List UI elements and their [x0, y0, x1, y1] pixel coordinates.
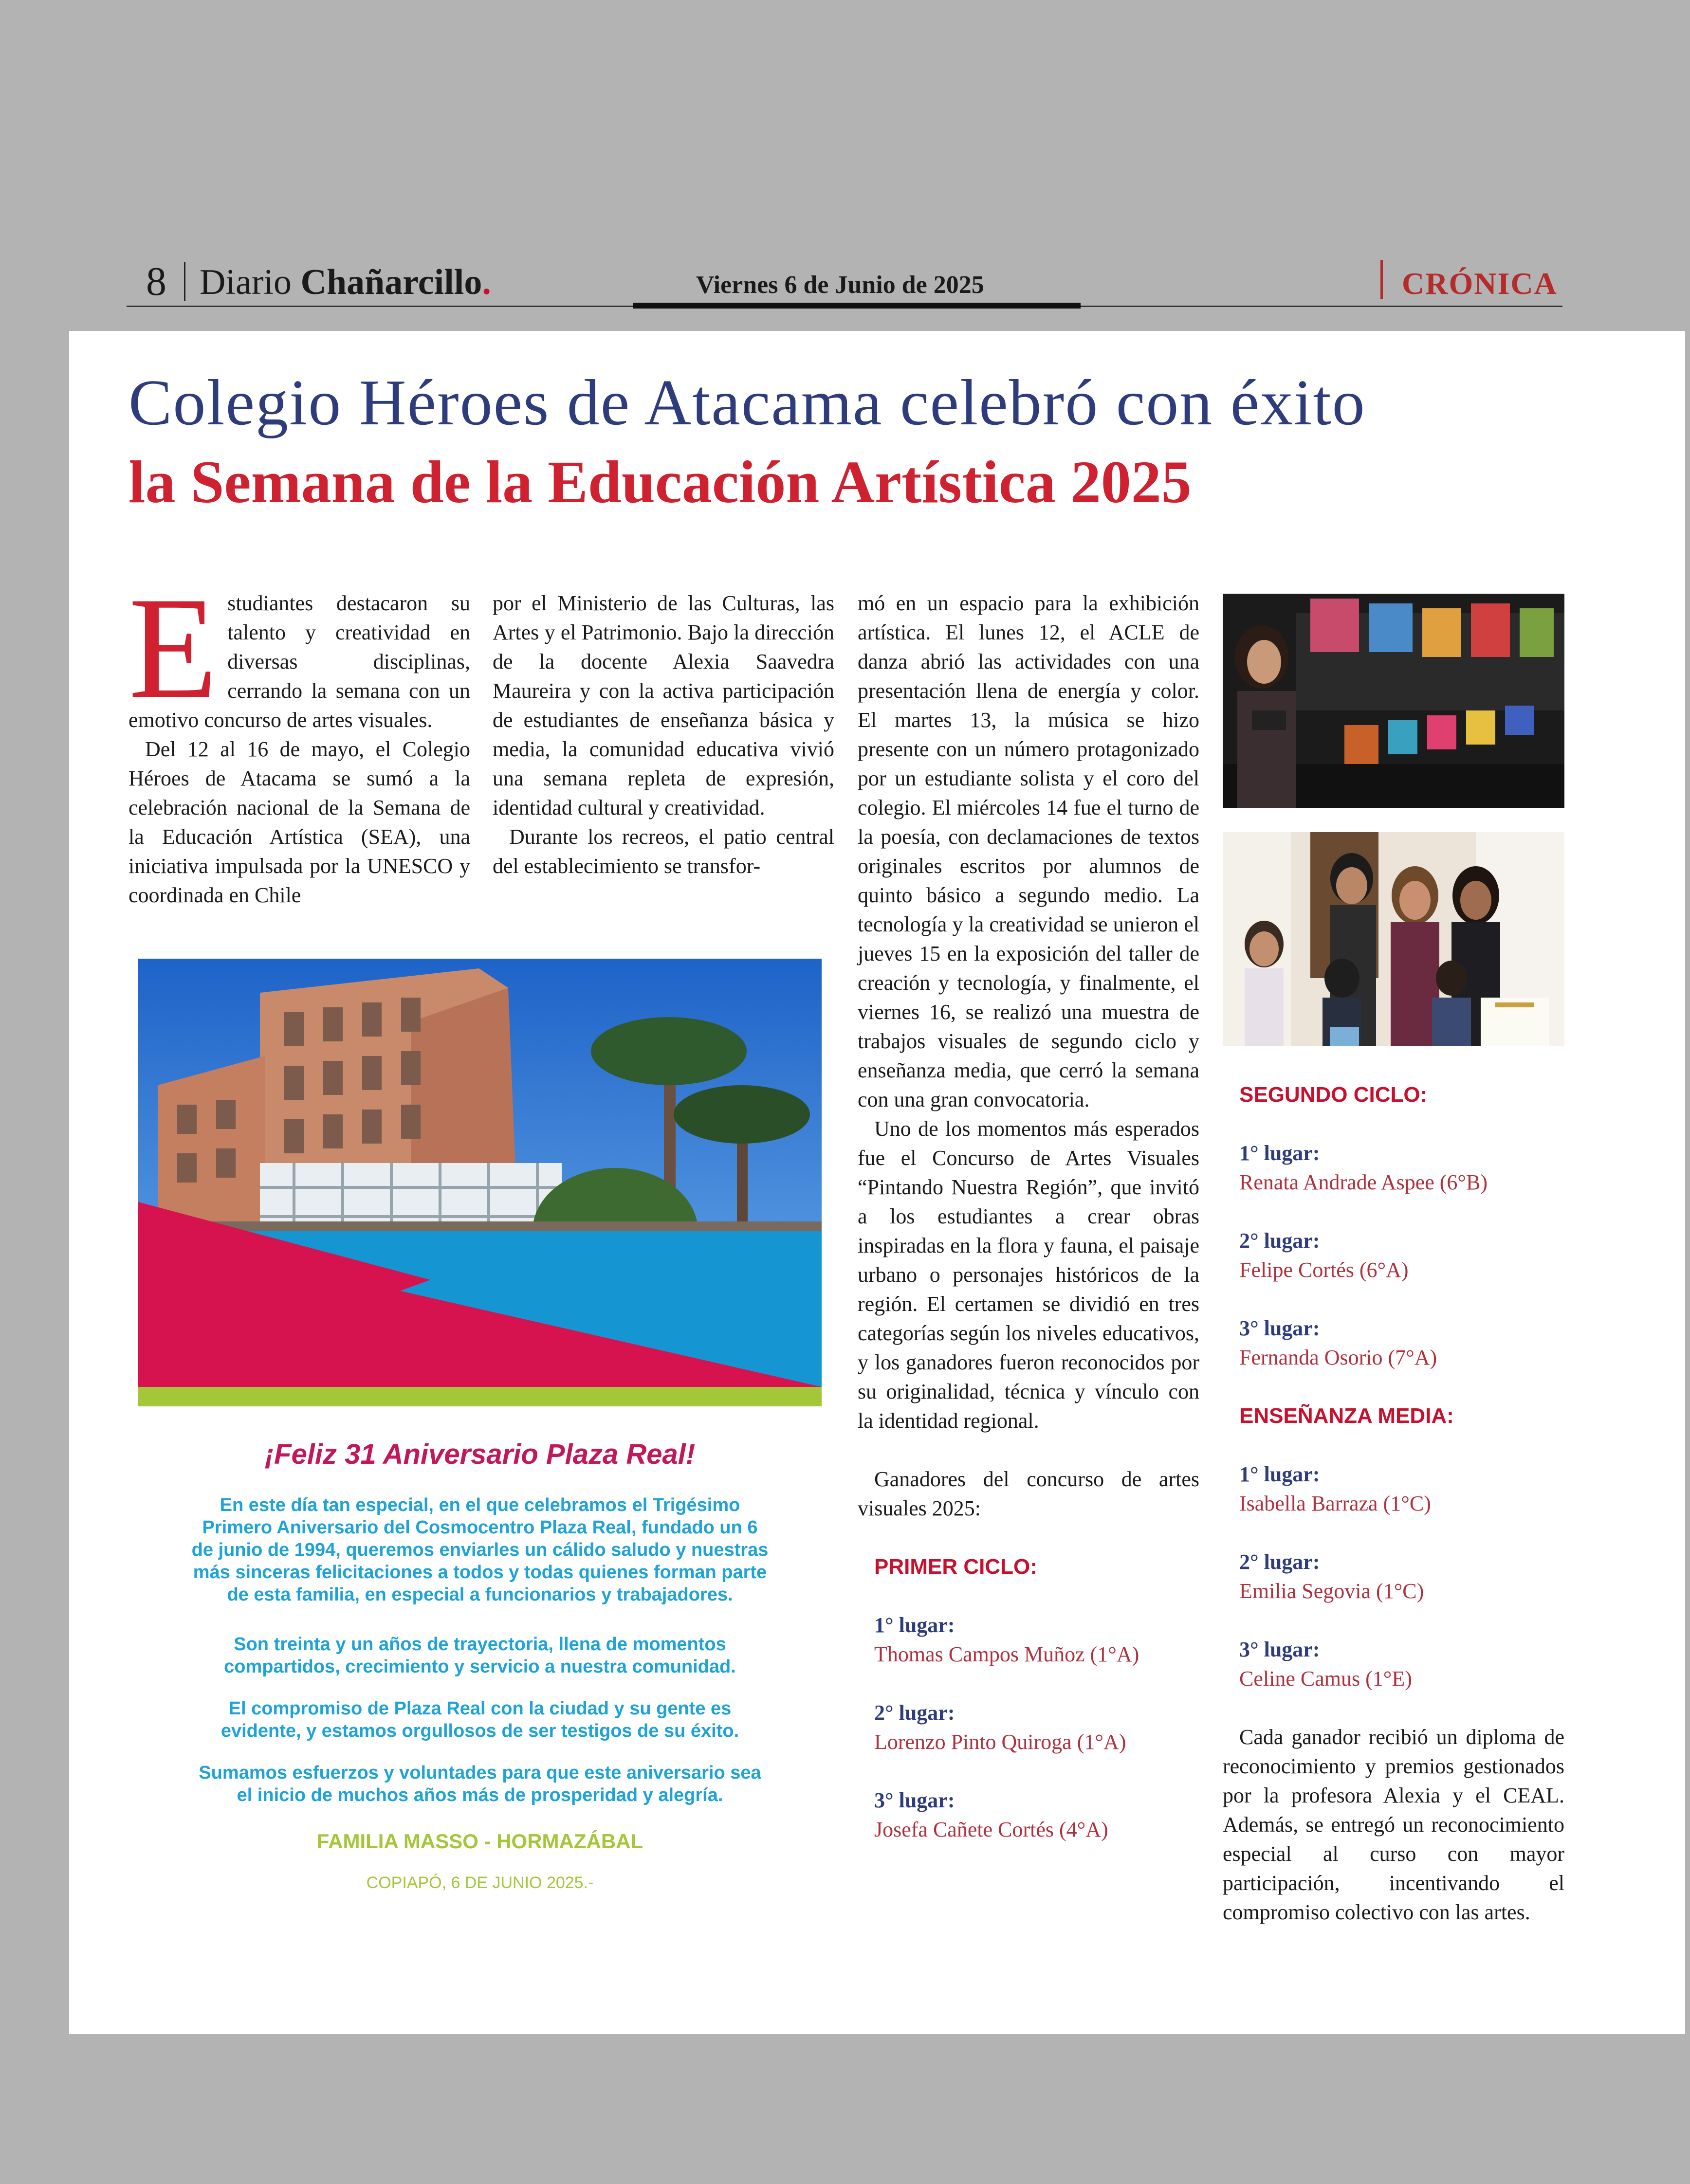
ad-headline: ¡Feliz 31 Aniversario Plaza Real! [264, 1438, 696, 1470]
place-label: 2° lugar: [1239, 1229, 1320, 1253]
winner-name: Felipe Cortés (6°A) [1239, 1258, 1409, 1282]
winner-name: Lorenzo Pinto Quiroga (1°A) [874, 1730, 1126, 1754]
section-name: CRÓNICA [1402, 266, 1558, 301]
page-header [127, 253, 1562, 308]
newspaper-name [200, 262, 491, 303]
article-page [69, 331, 1685, 2034]
ad-paragraph-3 [138, 1697, 822, 1742]
lead-text: studiantes destacaron su talento y creatividad en diversas disciplinas, cerrando la semana con un emotivo concurso de artes visuales. [129, 591, 470, 732]
category-ensenanza-media: ENSEÑANZA MEDIA: [1239, 1404, 1454, 1428]
article-paragraph [129, 567, 470, 735]
page-number: 8 [146, 259, 166, 304]
newspaper-title: Chañarcillo [300, 262, 482, 302]
ad-line: el inicio de muchos años más de prosperidad y alegría. [237, 1785, 723, 1805]
ad-line: de junio de 1994, queremos enviarles un cálido saludo y nuestras [191, 1540, 769, 1560]
winner-name: Josefa Cañete Cortés (4°A) [874, 1818, 1108, 1841]
place-label: 3° lugar: [1239, 1638, 1320, 1661]
category-primer-ciclo: PRIMER CICLO: [874, 1555, 1037, 1579]
plaza-real-advertisement [138, 959, 822, 1912]
winner-name: Celine Camus (1°E) [1239, 1667, 1412, 1691]
headline-line-1: Colegio Héroes de Atacama celebró con éxito [129, 366, 1366, 438]
winner-name: Isabella Barraza (1°C) [1239, 1492, 1431, 1515]
article-column-1 [129, 567, 470, 910]
ad-line: de esta familia, en especial a funcionarios y trabajadores. [227, 1584, 733, 1605]
ad-line: En este día tan especial, en el que celebramos el Trigésimo [220, 1495, 740, 1515]
headline-line-2: la Semana de la Educación Artística 2025 [129, 449, 1192, 515]
section-divider [1380, 260, 1383, 299]
article-column-2 [493, 589, 834, 881]
place-label: 1° lugar: [1239, 1141, 1320, 1165]
ad-paragraph-1 [138, 1494, 822, 1606]
header-rule-accent [633, 303, 1081, 309]
ad-line: compartidos, crecimiento y servicio a nuestra comunidad. [224, 1656, 736, 1677]
exhibition-photo-image [1223, 594, 1564, 808]
place-label: 1° lugar: [874, 1613, 955, 1637]
exhibition-photo [1223, 594, 1564, 808]
article-paragraph: Cada ganador recibió un diploma de reconocimiento y premios gestionados por la profesora Alexia y el CEAL. Además, se entregó un reconocimiento especial al curso con mayor participación, incentivando el compromiso colectivo con las artes. [1223, 1725, 1564, 1924]
article-column-3 [858, 589, 1199, 1844]
winner-name: Fernanda Osorio (7°A) [1239, 1346, 1437, 1369]
category-segundo-ciclo: SEGUNDO CICLO: [1239, 1083, 1428, 1107]
winners-photo-image [1223, 832, 1564, 1046]
place-label: 3° lugar: [874, 1788, 955, 1812]
newspaper-prefix: Diario [200, 262, 292, 302]
winner-name: Emilia Segovia (1°C) [1239, 1579, 1424, 1603]
article-column-4 [1223, 1080, 1564, 1927]
winners-photo [1223, 832, 1564, 1046]
ad-line: Sumamos esfuerzos y voluntades para que este aniversario sea [199, 1763, 761, 1783]
ad-paragraph-4 [138, 1762, 822, 1806]
winner-name: Renata Andrade Aspee (6°B) [1239, 1170, 1488, 1194]
ad-signature: FAMILIA MASSO - HORMAZÁBAL [316, 1830, 643, 1853]
place-label: 2° lugar: [1239, 1550, 1320, 1574]
article-paragraph: por el Ministerio de las Culturas, las Artes y el Patrimonio. Bajo la dirección de la docente Alexia Saavedra Maureira y con la activa participación de estudiantes de enseñanza básica y media, la comunidad educativa vivió una semana repleta de expresión, identidad cultural y creatividad. [493, 591, 834, 819]
ad-line: El compromiso de Plaza Real con la ciudad y su gente es [228, 1698, 732, 1719]
article-paragraph: Durante los recreos, el patio central del establecimiento se transfor- [493, 825, 834, 878]
plaza-real-building-photo [138, 959, 822, 1406]
article-paragraph: Del 12 al 16 de mayo, el Colegio Héroes de Atacama se sumó a la celebración nacional de la Semana de la Educación Artística (SEA), una iniciativa impulsada por la UNESCO y coordinada en Chile [129, 737, 470, 907]
place-label: 1° lugar: [1239, 1462, 1320, 1486]
drop-cap: E [129, 567, 218, 728]
article-paragraph: Uno de los momentos más esperados fue el Concurso de Artes Visuales “Pintando Nuestra Región”, que invitó a los estudiantes a crear obras inspiradas en la flora y fauna, el paisaje urbano o personajes históricos de la región. El certamen se dividió en tres categorías según los niveles educativos, y los ganadores fueron reconocidos por su originalidad, técnica y vínculo con la identidad regional. [858, 1117, 1199, 1433]
ad-line: evidente, y estamos orgullosos de ser testigos de su éxito. [220, 1721, 739, 1741]
ad-line: Primero Aniversario del Cosmocentro Plaza Real, fundado un 6 [202, 1517, 758, 1538]
ad-line: más sinceras felicitaciones a todos y todas quienes forman parte [193, 1562, 767, 1583]
place-label: 3° lugar: [1239, 1316, 1320, 1340]
winner-name: Thomas Campos Muñoz (1°A) [874, 1642, 1139, 1666]
ad-paragraph-2 [138, 1633, 822, 1678]
newspaper-dot: . [482, 262, 491, 302]
article-paragraph: mó en un espacio para la exhibición artística. El lunes 12, el ACLE de danza abrió las actividades con una presentación llena de energía y color. El martes 13, la música se hizo presente con un número protagonizado por un estudiante solista y el coro del colegio. El miércoles 14 fue el turno de la poesía, con declamaciones de textos originales escritos por alumnos de quinto básico a segundo medio. La tecnología y la creatividad se unieron el jueves 15 en la exposición del taller de creación y tecnología, y finalmente, el viernes 16, se realizó una muestra de trabajos visuales de segundo ciclo y enseñanza media, que cerró la semana con una gran convocatoria. [858, 591, 1199, 1111]
issue-date: Viernes 6 de Junio de 2025 [696, 271, 984, 299]
header-divider [184, 262, 185, 301]
ad-place-date: COPIAPÓ, 6 DE JUNIO 2025.- [366, 1874, 594, 1892]
place-label: 2° lugar: [874, 1701, 955, 1725]
article-paragraph: Ganadores del concurso de artes visuales 2025: [858, 1467, 1199, 1520]
ad-line: Son treinta y un años de trayectoria, llena de momentos [234, 1634, 726, 1655]
